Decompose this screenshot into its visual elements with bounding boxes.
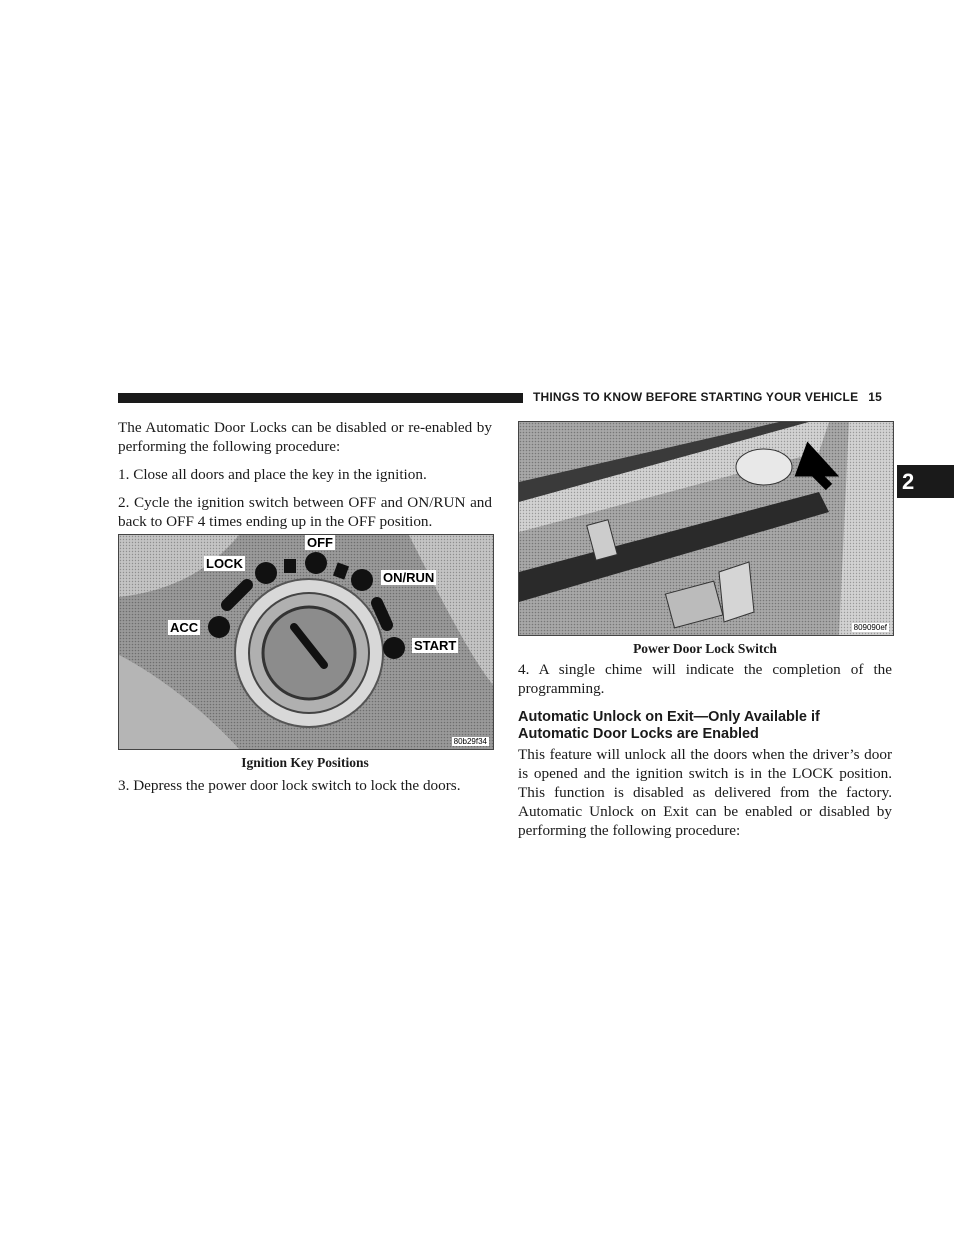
page-number: 15 xyxy=(868,390,883,404)
step-2: 2. Cycle the ignition switch between OFF and ON/RUN and back to OFF 4 times ending up in the OFF position. xyxy=(118,494,492,530)
right-column-body xyxy=(518,745,892,840)
label-off: OFF xyxy=(307,535,333,550)
body-paragraph: This feature will unlock all the doors when the driver’s door is opened and the ignition switch is in the LOCK position. This function is disabled as delivered from the factory. Automatic Unlock on Exit can be enabled or disabled by performing the following procedure: xyxy=(518,746,892,839)
label-on-run: ON/RUN xyxy=(383,570,435,585)
step-4: 4. A single chime will indicate the completion of the programming. xyxy=(518,661,892,697)
running-header xyxy=(533,390,893,404)
step-1: 1. Close all doors and place the key in the ignition. xyxy=(118,466,427,483)
step-3: 3. Depress the power door lock switch to lock the doors. xyxy=(118,777,461,794)
left-column xyxy=(118,418,492,531)
chapter-tab: 2 xyxy=(897,465,954,498)
label-acc: ACC xyxy=(170,620,199,635)
label-lock: LOCK xyxy=(206,556,243,571)
right-column xyxy=(518,660,892,698)
door-lock-switch-figure xyxy=(518,421,894,636)
left-column-lower xyxy=(118,776,492,795)
header-rule xyxy=(118,393,523,403)
figure-caption-door-lock: Power Door Lock Switch xyxy=(633,641,777,656)
section-title: THINGS TO KNOW BEFORE STARTING YOUR VEHICLE xyxy=(533,390,859,404)
figure-caption-ignition: Ignition Key Positions xyxy=(241,755,369,770)
figure-code: 80b29f34 xyxy=(453,737,487,746)
door-panel-illustration xyxy=(519,422,893,635)
intro-paragraph: The Automatic Door Locks can be disabled or re-enabled by performing the following procedure: xyxy=(118,419,492,455)
label-start: START xyxy=(414,638,457,653)
section-heading: Automatic Unlock on Exit—Only Available if Automatic Door Locks are Enabled xyxy=(518,709,820,742)
figure-code: 809090ef xyxy=(853,623,887,632)
ignition-key-figure xyxy=(118,534,494,750)
